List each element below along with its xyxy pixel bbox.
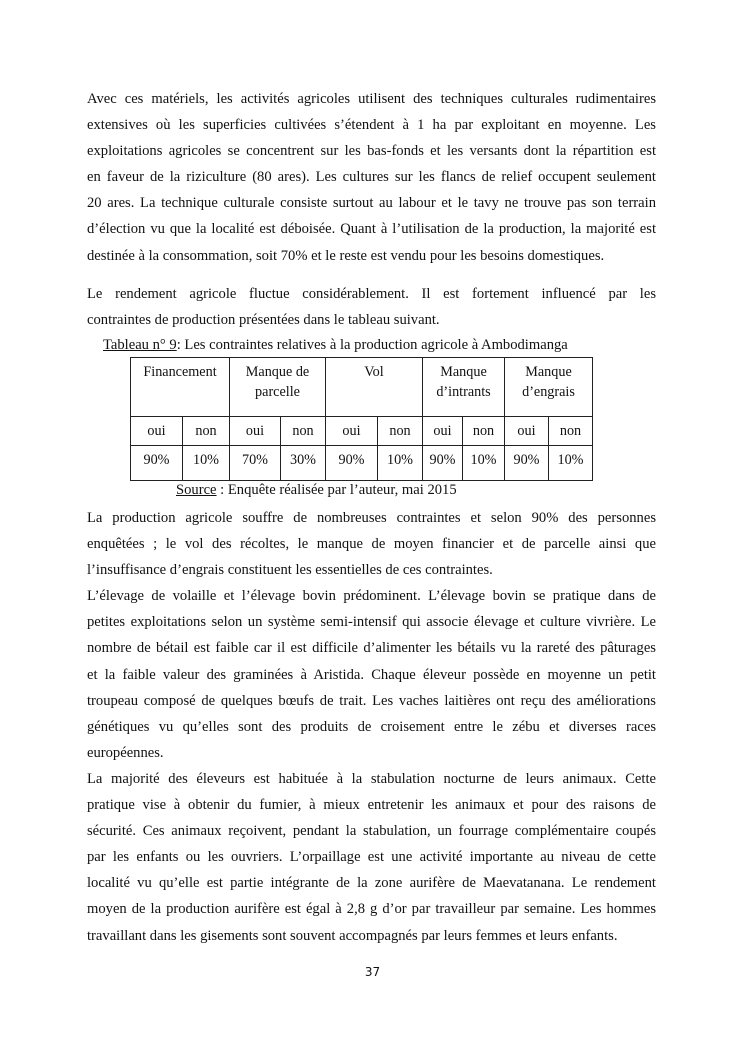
subheader-cell: oui: [505, 417, 549, 446]
value-cell: 70%: [230, 446, 281, 481]
table-source: [176, 480, 457, 500]
subheader-cell: non: [183, 417, 230, 446]
text-line: contraintes de production présentées dans le tableau suivant.: [87, 312, 440, 329]
text-line: génétiques vu qu’elles sont des produits de croisement entre le zébu et diverses races: [87, 718, 656, 735]
text-line: travaillant dans les gisements sont souvent accompagnés par leurs femmes et leurs enfants.: [87, 927, 618, 944]
text-line: en faveur de la riziculture (80 ares). Les cultures sur les flancs de relief occupent seulement: [87, 169, 656, 186]
subheader-cell: non: [378, 417, 423, 446]
table-value-row: [131, 446, 593, 481]
text-line: Avec ces matériels, les activités agricoles utilisent des techniques culturales rudimentaires: [87, 91, 656, 107]
table-header-row: [131, 358, 593, 417]
subheader-cell: non: [281, 417, 326, 446]
value-cell: 30%: [281, 446, 326, 481]
value-cell: 90%: [505, 446, 549, 481]
text-line: extensives où les superficies cultivées s’étendent à 1 ha par exploitant en moyenne. Les: [87, 117, 656, 134]
table-caption-text: : Les contraintes relatives à la production agricole à Ambodimanga: [176, 337, 568, 353]
paragraph-constraints-livestock: [87, 505, 656, 949]
text-line: La majorité des éleveurs est habituée à la stabulation nocturne de leurs animaux. Cette: [87, 770, 656, 787]
value-cell: 10%: [183, 446, 230, 481]
subheader-cell: oui: [326, 417, 378, 446]
source-label: Source: [176, 482, 217, 498]
table-subheader-row: [131, 417, 593, 446]
value-cell: 90%: [326, 446, 378, 481]
text-line: par les enfants ou les ouvriers. L’orpaillage est une activité importante au niveau de cette: [87, 849, 656, 866]
text-line: petites exploitations selon un système semi-intensif qui associe élevage et culture vivrière. Le: [87, 614, 656, 631]
value-cell: 10%: [549, 446, 593, 481]
text-line: La production agricole souffre de nombreuses contraintes et selon 90% des personnes: [87, 510, 656, 526]
text-line: d’élection vu que la localité est déboisée. Quant à l’utilisation de la production, la majorité est: [87, 221, 656, 238]
header-manque-intrants: Manque d’intrants: [423, 358, 505, 417]
paragraph-yield: [87, 281, 656, 333]
subheader-cell: oui: [131, 417, 183, 446]
text-line: Le rendement agricole fluctue considérablement. Il est fortement influencé par les: [87, 286, 656, 302]
subheader-cell: non: [463, 417, 505, 446]
subheader-cell: oui: [230, 417, 281, 446]
subheader-cell: non: [549, 417, 593, 446]
text-line: enquêtées ; le vol des récoltes, le manque de moyen financier et de parcelle ainsi que: [87, 536, 656, 553]
text-line: localité vu qu’elle est partie intégrante de la zone aurifère de Maevatanana. Le rendement: [87, 875, 656, 892]
table-caption-label: Tableau n° 9: [103, 337, 177, 353]
subheader-cell: oui: [423, 417, 463, 446]
value-cell: 10%: [378, 446, 423, 481]
text-line: et la faible valeur des graminées à Aristida. Chaque éleveur possède en moyenne un petit: [87, 666, 656, 683]
header-vol: Vol: [326, 358, 423, 417]
value-cell: 90%: [131, 446, 183, 481]
table-caption: [103, 335, 568, 355]
header-manque-parcelle: Manque de parcelle: [230, 358, 326, 417]
text-line: l’insuffisance d’engrais constituent les essentielles de ces contraintes.: [87, 562, 493, 579]
text-line: destinée à la consommation, soit 70% et le reste est vendu pour les besoins domestiques.: [87, 247, 605, 264]
paragraph-agricultural-techniques: [87, 86, 656, 269]
value-cell: 90%: [423, 446, 463, 481]
constraints-table: [130, 357, 593, 481]
page-number: 37: [364, 965, 381, 979]
text-line: nombre de bétail est faible car il est difficile d’alimenter les bétails vu la rareté des pâturages: [87, 640, 656, 657]
text-line: sécurité. Ces animaux reçoivent, pendant la stabulation, un fourrage complémentaire coupés: [87, 823, 656, 840]
text-line: 20 ares. La technique culturale consiste surtout au labour et le tavy ne trouve pas son terrain: [87, 195, 656, 212]
value-cell: 10%: [463, 446, 505, 481]
text-line: troupeau composé de quelques bœufs de trait. Les vaches laitières ont reçu des améliorations: [87, 692, 656, 709]
header-financement: Financement: [131, 358, 230, 417]
text-line: exploitations agricoles se concentrent sur les bas-fonds et les versants dont la répartition est: [87, 143, 656, 160]
text-line: pratique vise à obtenir du fumier, à mieux entretenir les animaux et pour des raisons de: [87, 797, 656, 814]
text-line: européennes.: [87, 744, 164, 761]
source-text: : Enquête réalisée par l’auteur, mai 2015: [216, 482, 457, 498]
text-line: L’élevage de volaille et l’élevage bovin prédominent. L’élevage bovin se pratique dans de: [87, 588, 656, 605]
header-manque-engrais: Manque d’engrais: [505, 358, 593, 417]
text-line: moyen de la production aurifère est égal à 2,8 g d’or par travailleur par semaine. Les hommes: [87, 901, 656, 918]
